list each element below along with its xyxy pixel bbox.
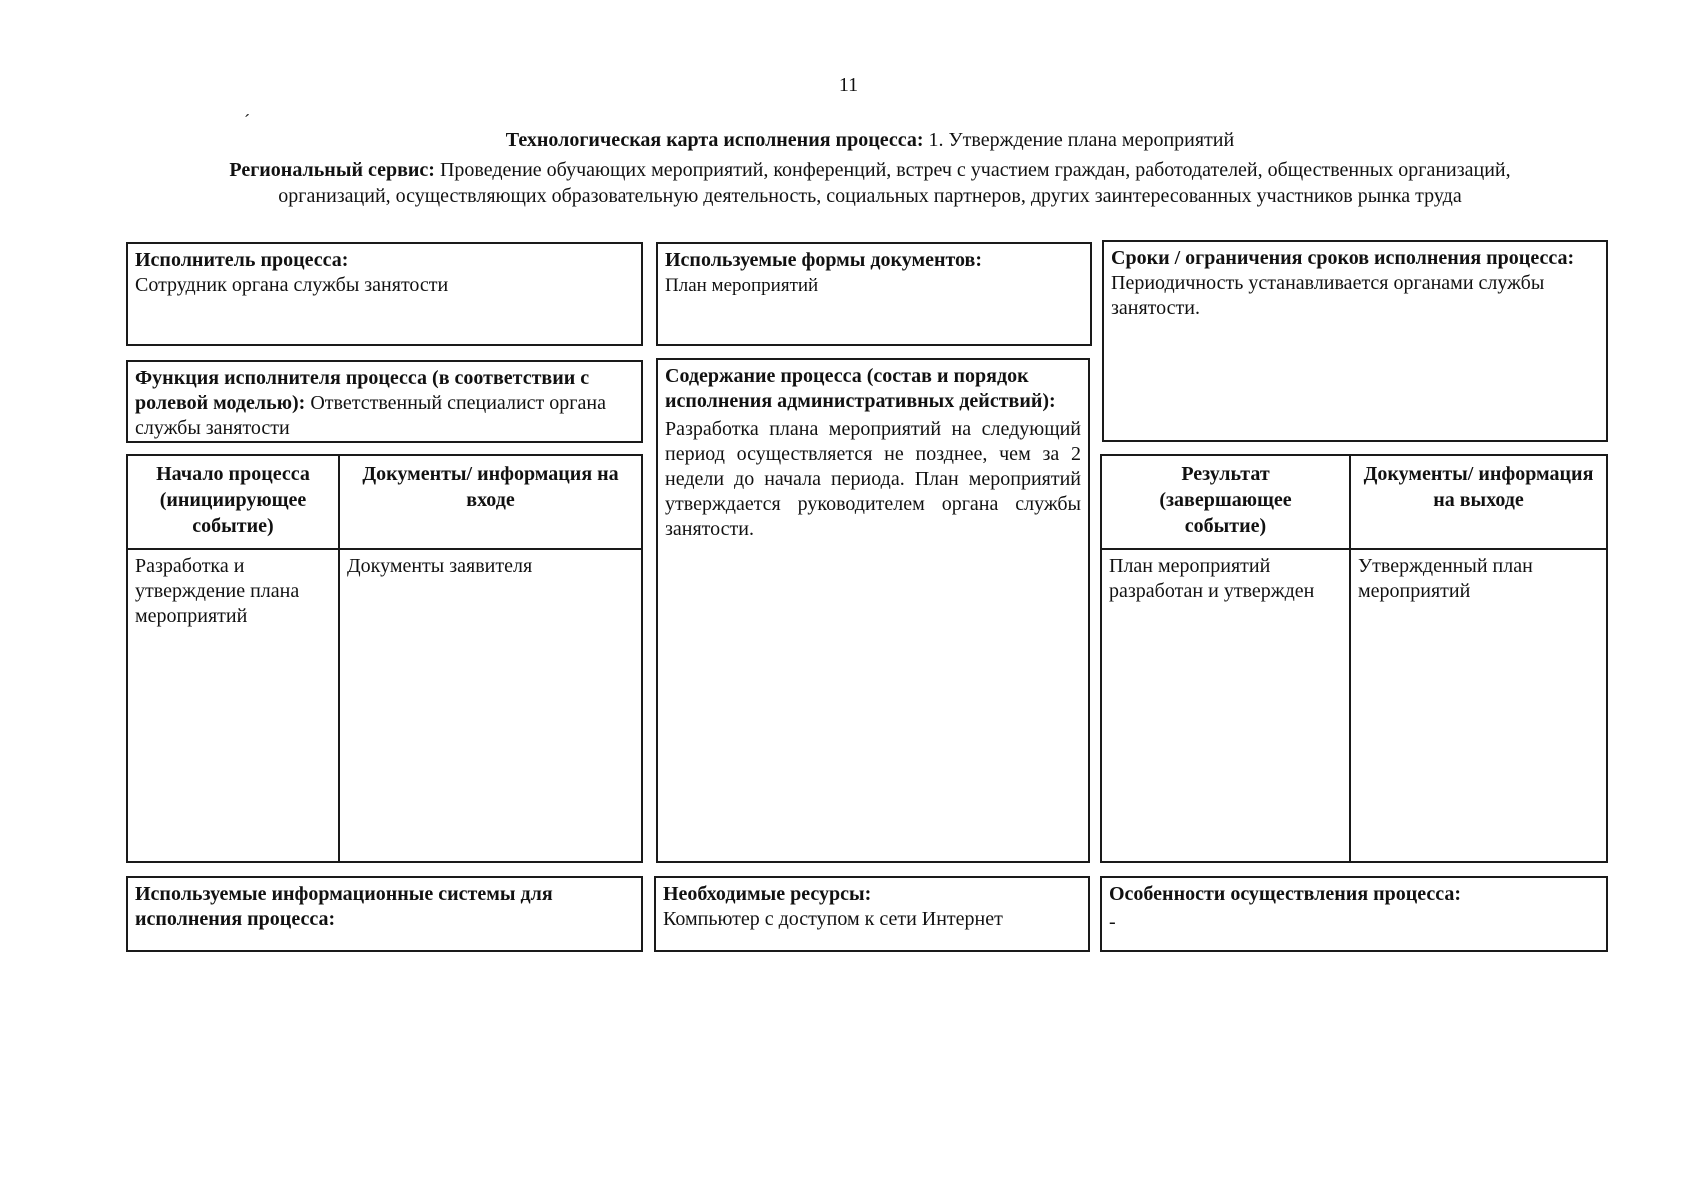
process-heading-value: 1. Утверждение плана мероприятий xyxy=(928,129,1235,151)
forms-value: План мероприятий xyxy=(665,275,819,296)
start-col1-header: Начало процесса (инициирующее событие) xyxy=(156,463,310,537)
start-col2-header: Документы/ информация на входе xyxy=(362,463,619,511)
systems-label: Используемые информационные системы для исполнения процесса: xyxy=(135,883,553,930)
deadlines-label: Сроки / ограничения сроков исполнения процесса: xyxy=(1111,247,1575,269)
process-heading-label: Технологическая карта исполнения процесса: xyxy=(505,129,924,151)
executor-value: Сотрудник органа службы занятости xyxy=(135,274,449,296)
stray-mark: ´ xyxy=(244,111,250,131)
process-heading xyxy=(120,127,1620,153)
result-table xyxy=(1100,454,1608,863)
executor-box xyxy=(126,242,643,346)
executor-label: Исполнитель процесса: xyxy=(135,249,349,271)
content-box xyxy=(656,358,1090,863)
forms-box xyxy=(656,242,1092,346)
result-col1-header: Результат (завершающее событие) xyxy=(1159,463,1292,537)
resources-label: Необходимые ресурсы: xyxy=(663,883,872,905)
result-table-header-line xyxy=(1102,548,1606,550)
resources-box xyxy=(654,876,1090,952)
result-col2-header: Документы/ информация на выходе xyxy=(1363,463,1594,511)
service-heading-value-line2: организаций, осуществляющих образовательную деятельность, социальных партнеров, других заинтересованных участников рынка труда xyxy=(278,185,1462,207)
start-col1-value: Разработка и утверждение плана мероприятий xyxy=(135,555,300,627)
service-heading-cont xyxy=(120,183,1620,209)
start-table-header-line xyxy=(128,548,641,550)
resources-value: Компьютер с доступом к сети Интернет xyxy=(663,908,1003,930)
function-label: Функция исполнителя процесса (в соответствии с ролевой моделью): xyxy=(135,367,590,414)
start-table xyxy=(126,454,643,863)
deadlines-value: Периодичность устанавливается органами службы занятости. xyxy=(1111,272,1545,319)
result-table-divider xyxy=(1349,456,1351,861)
function-value: Ответственный специалист органа службы занятости xyxy=(135,392,606,439)
start-table-divider xyxy=(338,456,340,861)
content-value: Разработка плана мероприятий на следующий период осуществляется не позднее, чем за 2 недели до начала периода. План мероприятий утверждается руководителем органа службы занятости. xyxy=(665,418,1081,540)
service-heading xyxy=(120,157,1620,183)
function-box xyxy=(126,360,643,443)
deadlines-box xyxy=(1102,240,1608,442)
features-box xyxy=(1100,876,1608,952)
service-heading-label: Региональный сервис: xyxy=(229,159,435,181)
content-label: Содержание процесса (состав и порядок исполнения административных действий): xyxy=(665,365,1056,412)
result-col2-value: Утвержденный план мероприятий xyxy=(1358,555,1533,602)
features-label: Особенности осуществления процесса: xyxy=(1109,883,1462,905)
systems-box xyxy=(126,876,643,952)
start-col2-value: Документы заявителя xyxy=(347,555,533,577)
features-value: - xyxy=(1109,911,1116,933)
page-number: 11 xyxy=(838,74,859,96)
result-col1-value: План мероприятий разработан и утвержден xyxy=(1109,555,1315,602)
forms-label: Используемые формы документов: xyxy=(665,249,983,271)
service-heading-value-line1: Проведение обучающих мероприятий, конференций, встреч с участием граждан, работодателей, общественных организаций, xyxy=(439,159,1511,181)
